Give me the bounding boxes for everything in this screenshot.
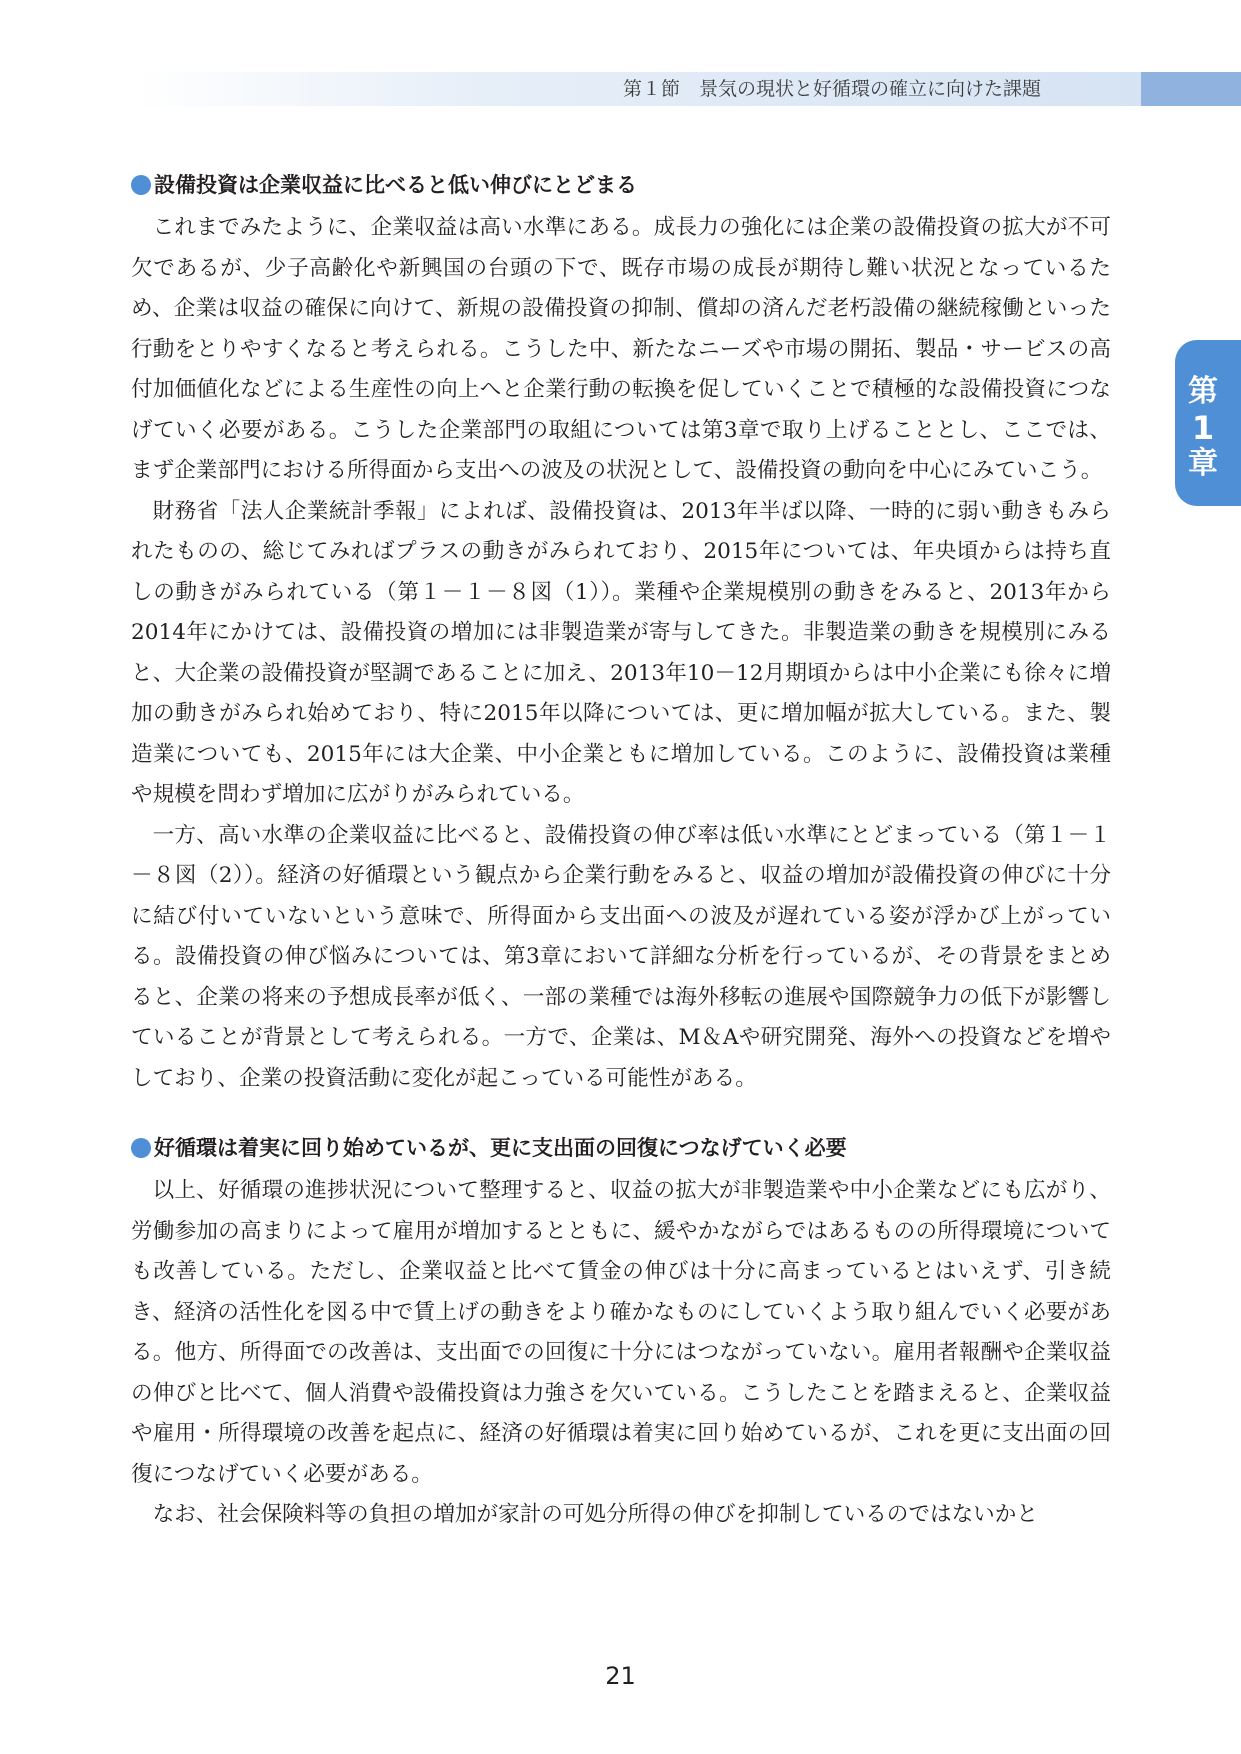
paragraph: 一方、高い水準の企業収益に比べると、設備投資の伸び率は低い水準にとどまっている（第１－１－８図（2））。経済の好循環という観点から企業行動をみると、収益の増加が設備投資の伸びに十分に結び付いていないという意味で、所得面から支出面への波及が遅れている姿が浮かび上がっている。設備投資の伸び悩みについては、第3章において詳細な分析を行っているが、その背景をまとめると、企業の将来の予想成長率が低く、一部の業種では海外移転の進展や国際競争力の低下が影響していることが背景として考えられる。一方で、企業は、M＆Aや研究開発、海外への投資などを増やしており、企業の投資活動に変化が起こっている可能性がある。 (131, 822, 1111, 1091)
running-header (135, 72, 1141, 106)
main-content (131, 170, 1111, 1536)
section-heading-text: 設備投資は企業収益に比べると低い伸びにとどまる (154, 173, 637, 197)
paragraph: 財務省「法人企業統計季報」によれば、設備投資は、2013年半ば以降、一時的に弱い動きもみられたものの、総じてみればプラスの動きがみられており、2015年については、年央頃からは持ち直しの動きがみられている（第１－１－８図（1））。業種や企業規模別の動きをみると、2013年から2014年にかけては、設備投資の増加には非製造業が寄与してきた。非製造業の動きを規模別にみると、大企業の設備投資が堅調であることに加え、2013年10－12月期頃からは中小企業にも徐々に増加の動きがみられ始めており、特に2015年以降については、更に増加幅が拡大している。また、製造業についても、2015年には大企業、中小企業ともに増加している。このように、設備投資は業種や規模を問わず増加に広がりがみられている。 (131, 498, 1111, 807)
chapter-tab-line1: 第 (1188, 374, 1218, 409)
paragraph: 以上、好循環の進捗状況について整理すると、収益の拡大が非製造業や中小企業などにも広がり、労働参加の高まりによって雇用が増加するとともに、緩やかながらではあるものの所得環境についても改善している。ただし、企業収益と比べて賃金の伸びは十分に高まっているとはいえず、引き続き、経済の活性化を図る中で賃上げの動きをより確かなものにしていくよう取り組んでいく必要がある。他方、所得面での改善は、支出面での回復に十分にはつながっていない。雇用者報酬や企業収益の伸びと比べて、個人消費や設備投資は力強さを欠いている。こうしたことを踏まえると、企業収益や雇用・所得環境の改善を起点に、経済の好循環は着実に回り始めているが、これを更に支出面の回復につなげていく必要がある。 (131, 1178, 1111, 1487)
paragraph: これまでみたように、企業収益は高い水準にある。成長力の強化には企業の設備投資の拡大が不可欠であるが、少子高齢化や新興国の台頭の下で、既存市場の成長が期待し難い状況となっているため、企業は収益の確保に向けて、新規の設備投資の抑制、償却の済んだ老朽設備の継続稼働といった行動をとりやすくなると考えられる。こうした中、新たなニーズや市場の開拓、製品・サービスの高付加価値化などによる生産性の向上へと企業行動の転換を促していくことで積極的な設備投資につなげていく必要がある。こうした企業部門の取組については第3章で取り上げることとし、ここでは、まず企業部門における所得面から支出への波及の状況として、設備投資の動向を中心にみていこう。 (131, 215, 1111, 483)
section-heading (131, 1133, 1111, 1163)
bullet-circle-icon (131, 1138, 151, 1158)
chapter-tab (1175, 340, 1241, 506)
page-number: 21 (605, 1662, 636, 1690)
section-heading-text: 好循環は着実に回り始めているが、更に支出面の回復につなげていく必要 (154, 1136, 847, 1160)
bullet-circle-icon (131, 175, 151, 195)
chapter-tab-number: 1 (1191, 409, 1215, 447)
paragraph: なお、社会保険料等の負担の増加が家計の可処分所得の伸びを抑制しているのではないかと (152, 1502, 1038, 1527)
chapter-tab-line3: 章 (1188, 446, 1218, 481)
section-heading (131, 170, 1111, 200)
header-accent-block (1141, 72, 1241, 106)
section-title: 第１節 景気の現状と好循環の確立に向けた課題 (622, 78, 1041, 100)
